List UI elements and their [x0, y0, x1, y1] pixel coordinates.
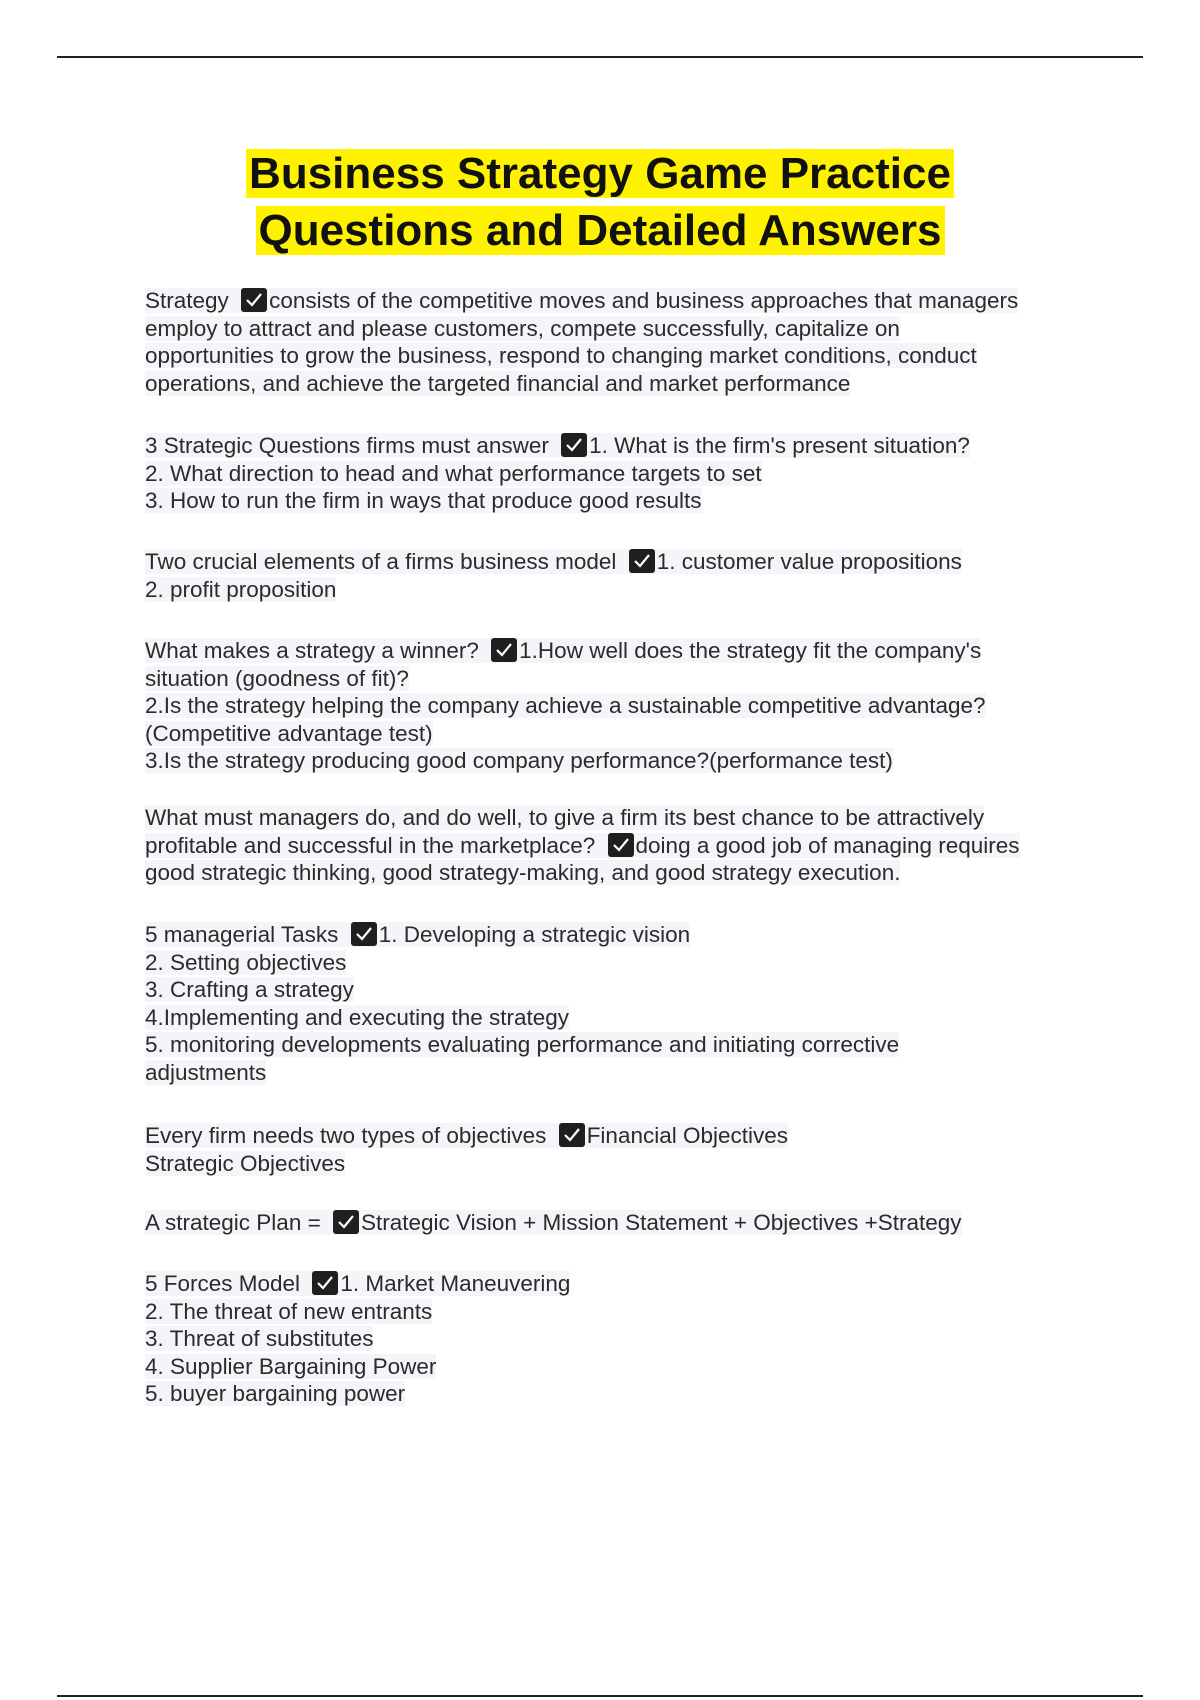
top-rule — [57, 56, 1143, 58]
answer-line: 1. Developing a strategic vision — [378, 922, 691, 947]
checkmark-icon — [608, 833, 634, 857]
answer-line: opportunities to grow the business, respond to changing market conditions, conduct — [145, 343, 977, 368]
answer-line: 3. Crafting a strategy — [145, 977, 354, 1002]
answer-line: Strategic Vision + Mission Statement + Objectives +Strategy — [361, 1210, 962, 1235]
document-title — [0, 145, 1200, 259]
qa-item-strategy — [145, 287, 1085, 397]
qa-item-winning-strategy — [145, 637, 1085, 775]
answer-line: (Competitive advantage test) — [145, 720, 433, 746]
qa-item-strategic-questions — [145, 432, 1085, 515]
checkmark-icon — [351, 922, 377, 946]
qa-item-business-model — [145, 548, 1085, 603]
qa-item-objective-types — [145, 1122, 1085, 1177]
answer-line: adjustments — [145, 1059, 267, 1085]
answer-line: employ to attract and please customers, compete successfully, capitalize on — [145, 315, 900, 341]
question-line: What must managers do, and do well, to give a firm its best chance to be attractively — [145, 805, 985, 830]
title-line-2: Questions and Detailed Answers — [256, 206, 945, 255]
question: What makes a strategy a winner? — [145, 638, 479, 663]
bottom-rule — [57, 1695, 1143, 1697]
answer-line: 1.How well does the strategy fit the company's — [519, 638, 982, 663]
answer-line: 4.Implementing and executing the strategy — [145, 1004, 570, 1030]
answer-line: situation (goodness of fit)? — [145, 665, 409, 691]
question: 5 Forces Model — [145, 1271, 301, 1296]
checkmark-icon — [491, 638, 517, 662]
qa-item-managers-duties — [145, 804, 1085, 887]
checkmark-icon — [312, 1271, 338, 1295]
answer-line: good strategic thinking, good strategy-making, and good strategy execution. — [145, 860, 901, 885]
answer-line: 2. What direction to head and what performance targets to set — [145, 460, 762, 486]
answer-line: 3. Threat of substitutes — [145, 1326, 374, 1351]
answer-line: consists of the competitive moves and business approaches that managers — [269, 288, 1019, 313]
answer-line: 3. How to run the firm in ways that produce good results — [145, 488, 702, 513]
question: A strategic Plan = — [145, 1210, 321, 1235]
question-line: profitable and successful in the marketplace? — [145, 832, 596, 858]
qa-item-strategic-plan — [145, 1209, 1085, 1237]
answer-line: Financial Objectives — [586, 1123, 789, 1148]
checkmark-icon — [333, 1210, 359, 1234]
answer-line: 2.Is the strategy helping the company achieve a sustainable competitive advantage? — [145, 693, 986, 718]
checkmark-icon — [629, 549, 655, 573]
answer-line: 2. profit proposition — [145, 576, 337, 602]
answer-line: 1. Market Maneuvering — [340, 1271, 571, 1296]
answer-line: 3.Is the strategy producing good company performance?(performance test) — [145, 748, 893, 773]
answer-line: 2. Setting objectives — [145, 949, 347, 975]
qa-item-managerial-tasks — [145, 921, 1085, 1086]
answer-line: 5. monitoring developments evaluating performance and initiating corrective — [145, 1032, 900, 1057]
answer-line: 5. buyer bargaining power — [145, 1381, 406, 1406]
question: Strategy — [145, 288, 229, 313]
answer-line: 2. The threat of new entrants — [145, 1298, 433, 1324]
question: Every firm needs two types of objectives — [145, 1123, 547, 1148]
title-line-1: Business Strategy Game Practice — [246, 149, 954, 198]
question: 3 Strategic Questions firms must answer — [145, 433, 549, 458]
answer-line: doing a good job of managing requires — [635, 832, 1020, 858]
question: 5 managerial Tasks — [145, 922, 339, 947]
checkmark-icon — [241, 288, 267, 312]
question: Two crucial elements of a firms business model — [145, 549, 617, 574]
answer-line: Strategic Objectives — [145, 1150, 346, 1176]
answer-line: operations, and achieve the targeted financial and market performance — [145, 370, 851, 396]
answer-line: 1. What is the firm's present situation? — [589, 433, 970, 458]
qa-item-five-forces — [145, 1270, 1085, 1408]
answer-line: 4. Supplier Bargaining Power — [145, 1353, 437, 1379]
answer-line: 1. customer value propositions — [656, 549, 962, 574]
checkmark-icon — [559, 1123, 585, 1147]
checkmark-icon — [561, 433, 587, 457]
